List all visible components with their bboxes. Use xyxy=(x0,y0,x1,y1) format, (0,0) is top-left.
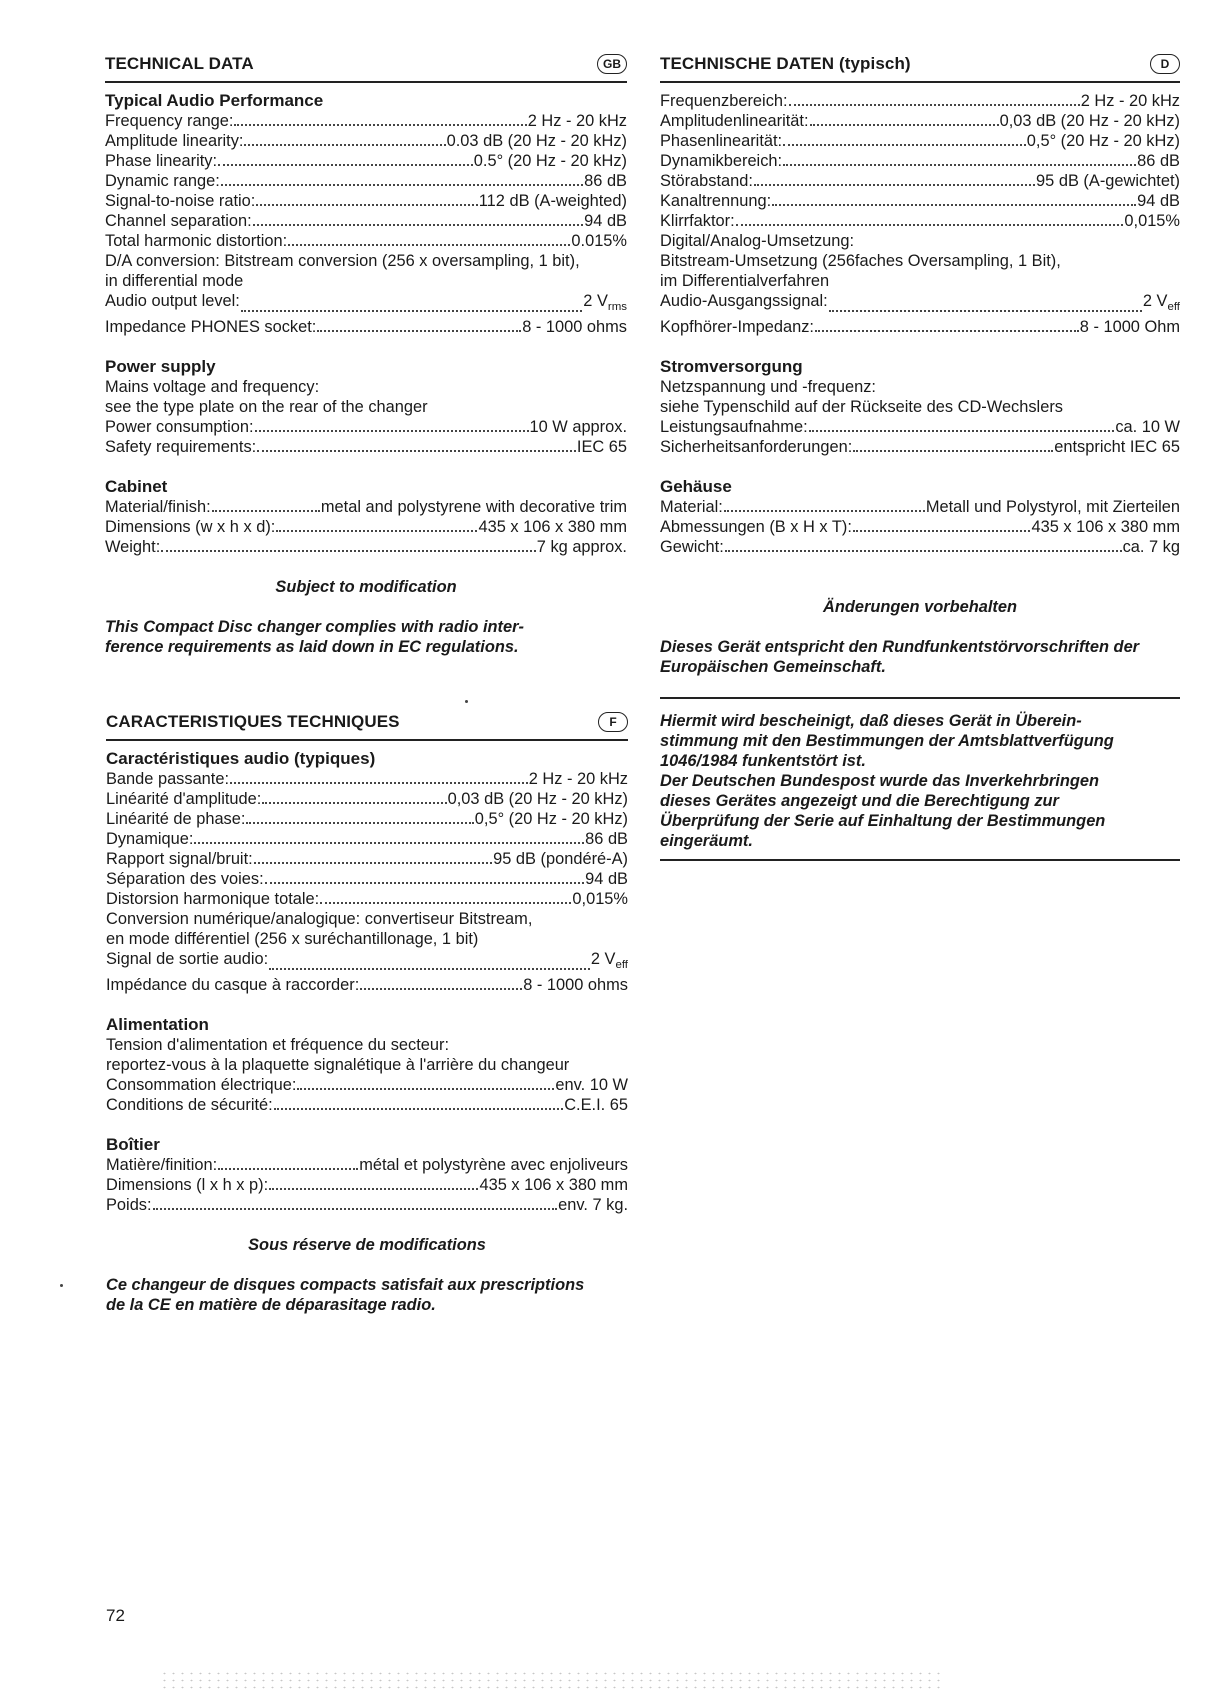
spec-text: siehe Typenschild auf der Rückseite des CD-Wechslers xyxy=(660,398,1063,416)
spec-row: Störabstand: 95 dB (A-gewichtet) xyxy=(660,172,1180,190)
spec-row: Séparation des voies: 94 dB xyxy=(106,870,628,888)
spec-row: Material/finish: metal and polystyrene with decorative trim xyxy=(105,498,627,516)
spec-row: Weight: 7 kg approx. xyxy=(105,538,627,556)
spec-row: Dynamikbereich: 86 dB xyxy=(660,152,1180,170)
spec-row: Amplitudenlinearität: 0,03 dB (20 Hz - 20 kHz) xyxy=(660,112,1180,130)
spec-row: Signal-to-noise ratio: 112 dB (A-weighted) xyxy=(105,192,627,210)
spec-row: Matière/finition: métal et polystyrène avec enjoliveurs xyxy=(106,1156,628,1174)
section-gb xyxy=(105,50,627,657)
spec-row: Signal de sortie audio: 2 $V_{eff}$ xyxy=(106,950,628,971)
spec-row: Linéarité d'amplitude: 0,03 dB (20 Hz - 20 kHz) xyxy=(106,790,628,808)
certification-line: Überprüfung der Serie auf Einhaltung der Bestimmungen xyxy=(660,812,1106,830)
divider xyxy=(660,859,1180,861)
section-d xyxy=(660,50,1180,861)
spec-row: Material: Metall und Polystyrol, mit Zierteilen xyxy=(660,498,1180,516)
subsection-heading: Boîtier xyxy=(106,1135,160,1154)
spec-row: Kanaltrennung: 94 dB xyxy=(660,192,1180,210)
page-number: 72 xyxy=(106,1606,125,1625)
language-badge: D xyxy=(1150,54,1180,74)
spec-row: Phase linearity: 0.5° (20 Hz - 20 kHz) xyxy=(105,152,627,170)
section-title: TECHNICAL DATA xyxy=(105,54,254,73)
scan-artifact xyxy=(160,1670,940,1692)
modification-note: Änderungen vorbehalten xyxy=(823,598,1017,616)
spec-row: Consommation électrique: env. 10 W xyxy=(106,1076,628,1094)
compliance-note: Dieses Gerät entspricht den Rundfunkentstörvorschriften der xyxy=(660,638,1140,656)
modification-note: Subject to modification xyxy=(275,578,457,596)
spec-row: Sicherheitsanforderungen: entspricht IEC 65 xyxy=(660,438,1180,456)
spec-row: Abmessungen (B x H x T): 435 x 106 x 380 mm xyxy=(660,518,1180,536)
compliance-note: ference requirements as laid down in EC regulations. xyxy=(105,638,519,656)
compliance-note: Europäischen Gemeinschaft. xyxy=(660,658,886,676)
subsection-heading: Cabinet xyxy=(105,477,168,496)
spec-row: Impédance du casque à raccorder: 8 - 1000 ohms xyxy=(106,976,628,994)
spec-row: Frequenzbereich: 2 Hz - 20 kHz xyxy=(660,92,1180,110)
section-title: TECHNISCHE DATEN (typisch) xyxy=(660,54,911,73)
spec-row: Audio output level: 2 $V_{rms}$ xyxy=(105,292,627,313)
spec-row: Dimensions (l x h x p): 435 x 106 x 380 mm xyxy=(106,1176,628,1194)
spec-row: Dynamic range: 86 dB xyxy=(105,172,627,190)
subsection-heading: Caractéristiques audio (typiques) xyxy=(106,749,376,768)
spec-text: Bitstream-Umsetzung (256faches Oversampling, 1 Bit), xyxy=(660,252,1061,270)
spec-text: Tension d'alimentation et fréquence du secteur: xyxy=(106,1036,449,1054)
spec-text: reportez-vous à la plaquette signalétique à l'arrière du changeur xyxy=(106,1056,570,1074)
spec-text: Conversion numérique/analogique: convertiseur Bitstream, xyxy=(106,910,533,928)
language-badge: F xyxy=(598,712,628,732)
spec-text: in differential mode xyxy=(105,272,244,290)
spec-row: Amplitude linearity: 0.03 dB (20 Hz - 20 kHz) xyxy=(105,132,627,150)
subsection-heading: Power supply xyxy=(105,357,216,376)
spec-row: Phasenlinearität: 0,5° (20 Hz - 20 kHz) xyxy=(660,132,1180,150)
spec-row: Audio-Ausgangssignal: 2 $V_{eff}$ xyxy=(660,292,1180,313)
spec-row: Frequency range: 2 Hz - 20 kHz xyxy=(105,112,627,130)
spec-text: Digital/Analog-Umsetzung: xyxy=(660,232,855,250)
spec-row: Leistungsaufnahme: ca. 10 W xyxy=(660,418,1180,436)
section-header xyxy=(660,50,1180,83)
scan-speck xyxy=(60,1284,63,1287)
spec-row: Klirrfaktor: 0,015% xyxy=(660,212,1180,230)
spec-row: Rapport signal/bruit: 95 dB (pondéré-A) xyxy=(106,850,628,868)
spec-text: Mains voltage and frequency: xyxy=(105,378,320,396)
subsection-heading: Alimentation xyxy=(106,1015,209,1034)
language-badge: GB xyxy=(597,54,627,74)
spec-row: Bande passante: 2 Hz - 20 kHz xyxy=(106,770,628,788)
certification-line: 1046/1984 funkentstört ist. xyxy=(660,752,866,770)
spec-row: Safety requirements: IEC 65 xyxy=(105,438,627,456)
spec-row: Dimensions (w x h x d): 435 x 106 x 380 mm xyxy=(105,518,627,536)
section-header xyxy=(106,708,628,741)
compliance-note: de la CE en matière de déparasitage radio. xyxy=(106,1296,436,1314)
spec-row: Poids: env. 7 kg. xyxy=(106,1196,628,1214)
certification-line: Hiermit wird bescheinigt, daß dieses Gerät in Überein- xyxy=(660,712,1082,730)
section-header xyxy=(105,50,627,83)
spec-row: Impedance PHONES socket: 8 - 1000 ohms xyxy=(105,318,627,336)
spec-row: Channel separation: 94 dB xyxy=(105,212,627,230)
subsection-heading: Stromversorgung xyxy=(660,357,803,376)
section-title: CARACTERISTIQUES TECHNIQUES xyxy=(106,712,400,731)
spec-row: Linéarité de phase: 0,5° (20 Hz - 20 kHz) xyxy=(106,810,628,828)
spec-row: Kopfhörer-Impedanz: 8 - 1000 Ohm xyxy=(660,318,1180,336)
certification-line: dieses Gerätes angezeigt und die Berechtigung zur xyxy=(660,792,1059,810)
spec-text: Netzspannung und -frequenz: xyxy=(660,378,876,396)
spec-row: Gewicht: ca. 7 kg xyxy=(660,538,1180,556)
certification-line: eingeräumt. xyxy=(660,832,753,850)
compliance-note: This Compact Disc changer complies with radio inter- xyxy=(105,618,524,636)
spec-row: Distorsion harmonique totale: 0,015% xyxy=(106,890,628,908)
spec-row: Total harmonic distortion: 0.015% xyxy=(105,232,627,250)
spec-text: en mode différentiel (256 x suréchantillonage, 1 bit) xyxy=(106,930,479,948)
subsection-heading: Gehäuse xyxy=(660,477,732,496)
spec-text: see the type plate on the rear of the changer xyxy=(105,398,428,416)
modification-note: Sous réserve de modifications xyxy=(248,1236,486,1254)
compliance-note: Ce changeur de disques compacts satisfait aux prescriptions xyxy=(106,1276,585,1294)
certification-line: stimmung mit den Bestimmungen der Amtsblattverfügung xyxy=(660,732,1114,750)
spec-row: Conditions de sécurité: C.E.I. 65 xyxy=(106,1096,628,1114)
section-f xyxy=(106,708,628,1315)
spec-row: Power consumption: 10 W approx. xyxy=(105,418,627,436)
subsection-heading: Typical Audio Performance xyxy=(105,91,324,110)
certification-line: Der Deutschen Bundespost wurde das Inverkehrbringen xyxy=(660,772,1100,790)
scan-speck xyxy=(465,700,468,703)
spec-text: D/A conversion: Bitstream conversion (256 x oversampling, 1 bit), xyxy=(105,252,580,270)
spec-row: Dynamique: 86 dB xyxy=(106,830,628,848)
spec-text: im Differentialverfahren xyxy=(660,272,830,290)
